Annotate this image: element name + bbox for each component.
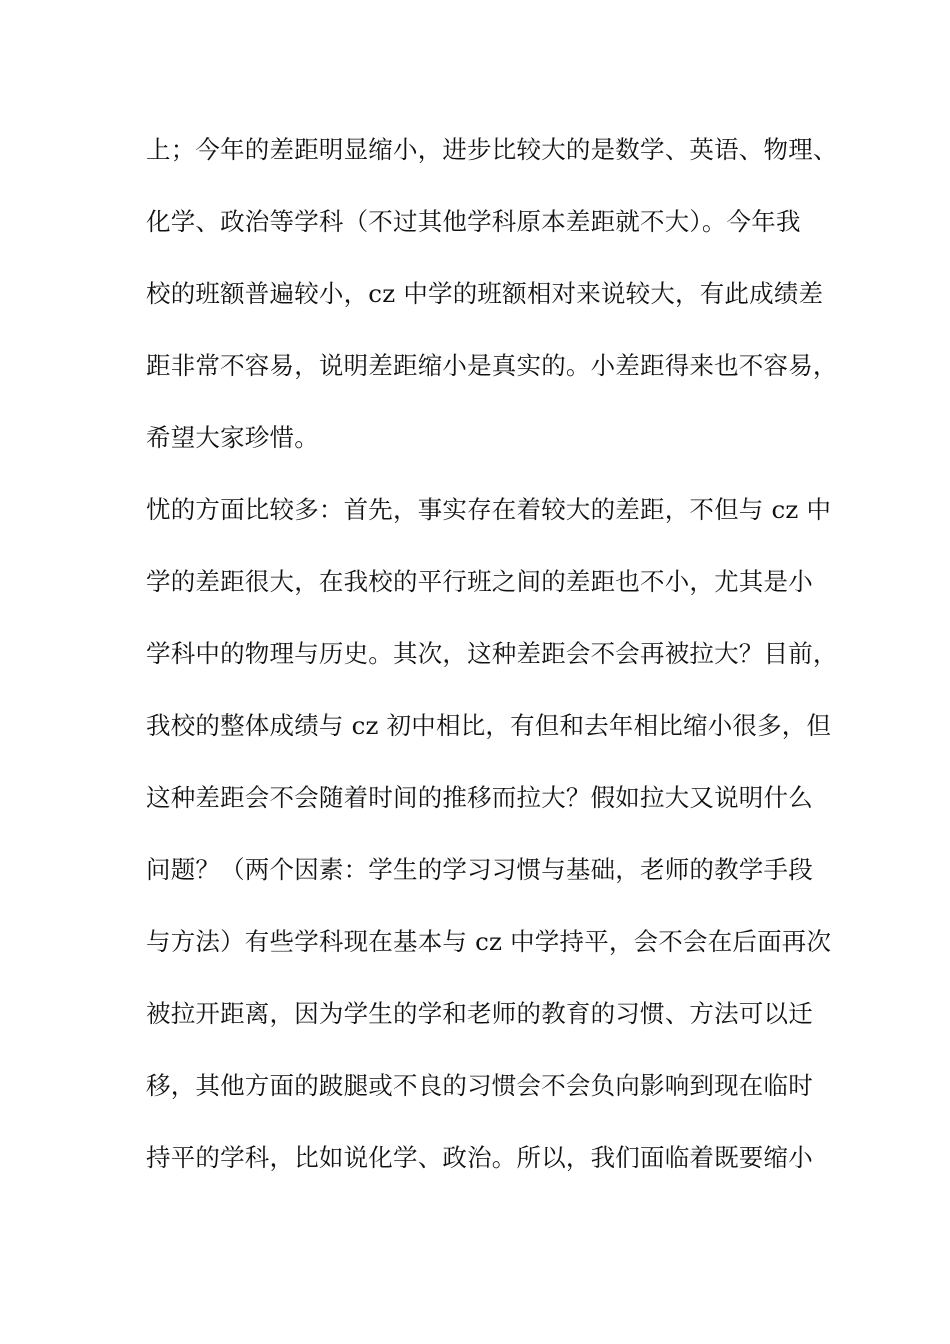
text-line: 被拉开距离，因为学生的学和老师的教育的习惯、方法可以迁	[146, 999, 813, 1028]
text-line: 校的班额普遍较小，cz 中学的班额相对来说较大，有此成绩差	[146, 279, 824, 308]
text-line: 我校的整体成绩与 cz 初中相比，有但和去年相比缩小很多，但	[146, 711, 832, 740]
text-line: 忧的方面比较多：首先，事实存在着较大的差距，不但与 cz 中	[146, 495, 832, 524]
text-line: 希望大家珍惜。	[146, 423, 319, 452]
text-line: 这种差距会不会随着时间的推移而拉大？假如拉大又说明什么	[146, 783, 813, 812]
text-line: 持平的学科，比如说化学、政治。所以，我们面临着既要缩小	[146, 1143, 813, 1172]
body-text	[146, 127, 846, 1207]
text-line: 问题？（两个因素：学生的学习习惯与基础，老师的教学手段	[146, 855, 813, 884]
text-line: 上；今年的差距明显缩小，进步比较大的是数学、英语、物理、	[146, 135, 838, 164]
text-line: 距非常不容易，说明差距缩小是真实的。小差距得来也不容易，	[146, 351, 838, 380]
text-line: 学的差距很大，在我校的平行班之间的差距也不小，尤其是小	[146, 567, 813, 596]
text-line: 化学、政治等学科（不过其他学科原本差距就不大）。今年我	[146, 207, 801, 236]
text-line: 移，其他方面的跛腿或不良的习惯会不会负向影响到现在临时	[146, 1071, 813, 1100]
text-line: 与方法）有些学科现在基本与 cz 中学持平，会不会在后面再次	[146, 927, 832, 956]
text-line: 学科中的物理与历史。其次，这种差距会不会再被拉大？目前，	[146, 639, 838, 668]
